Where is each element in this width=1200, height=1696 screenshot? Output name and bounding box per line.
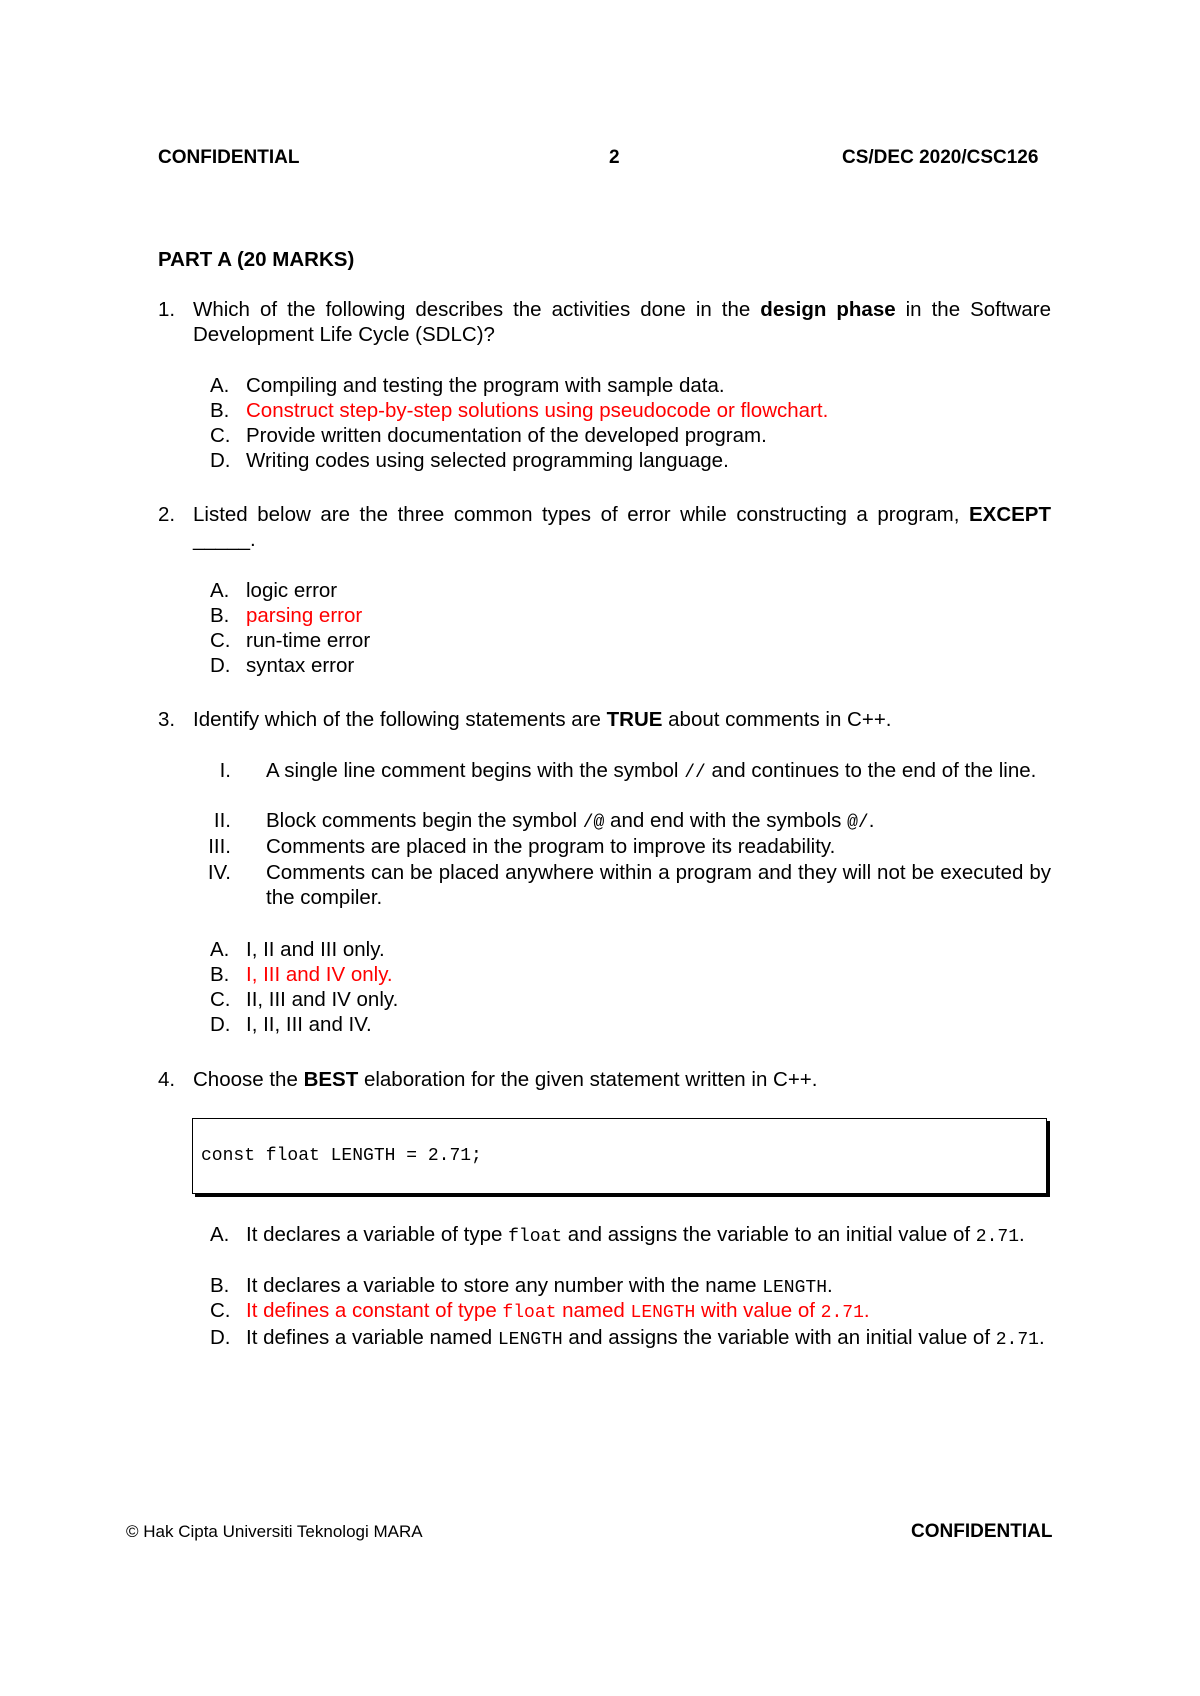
code-box — [192, 1118, 1047, 1194]
question-text: Choose the BEST elaboration for the given statement written in C++. — [193, 1068, 818, 1091]
question-number: 4. — [158, 1068, 176, 1091]
question-text: Identify which of the following statements are TRUE about comments in C++. — [193, 708, 892, 731]
code-statement: const float LENGTH = 2.71; — [201, 1146, 482, 1166]
header-right: CS/DEC 2020/CSC126 — [842, 147, 1039, 168]
header-left: CONFIDENTIAL — [158, 147, 300, 168]
question-number: 3. — [158, 708, 176, 731]
footer-confidential: CONFIDENTIAL — [911, 1521, 1053, 1542]
question-text: Which of the following describes the activities done in the design phase in the Software Development Life Cycle (SDLC)? — [193, 298, 1051, 346]
page-number: 2 — [609, 147, 620, 168]
footer-copyright: © Hak Cipta Universiti Teknologi MARA — [126, 1522, 423, 1541]
question-text: Listed below are the three common types of error while constructing a program, EXCEPT _____. — [193, 503, 1051, 551]
part-title: PART A (20 MARKS) — [158, 248, 355, 271]
question-number: 2. — [158, 503, 176, 526]
question-number: 1. — [158, 298, 176, 321]
